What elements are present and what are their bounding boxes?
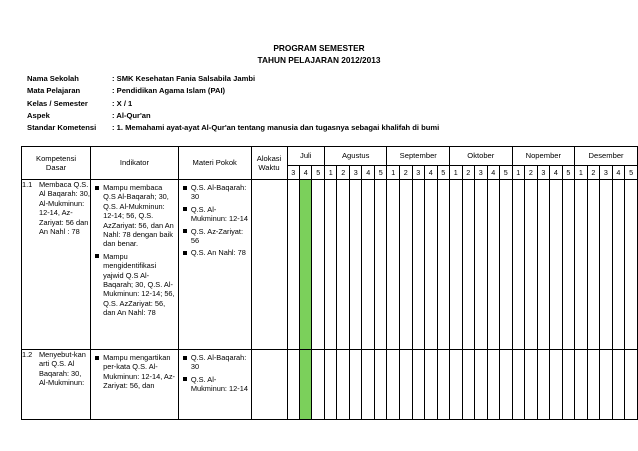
week-cell <box>425 350 438 420</box>
week-cell <box>562 180 575 350</box>
week-cell <box>512 350 525 420</box>
week-header: 1 <box>512 166 525 180</box>
month-header: Juli <box>287 147 324 166</box>
week-header: 2 <box>525 166 538 180</box>
week-header: 4 <box>300 166 312 180</box>
week-cell <box>362 350 375 420</box>
week-cell <box>399 350 412 420</box>
indikator-item: Mampu membaca Q.S Al-Baqarah; 30, Q.S. Al-Mukminun: 12-14; 56, Q.S. AzZariyat: 56, dan An Nahl: 78 dengan baik dan benar. <box>93 183 176 249</box>
info-label: Nama Sekolah <box>27 74 79 83</box>
document-subtitle: TAHUN PELAJARAN 2012/2013 <box>257 55 381 65</box>
month-header: Oktober <box>450 147 513 166</box>
week-header: 5 <box>374 166 387 180</box>
week-header: 3 <box>475 166 488 180</box>
week-cell <box>399 180 412 350</box>
materi-item: Q.S. An Nahl: 78 <box>181 248 249 257</box>
week-header: 3 <box>412 166 425 180</box>
week-cell <box>612 350 625 420</box>
week-header: 4 <box>550 166 563 180</box>
week-cell <box>600 350 613 420</box>
week-cell <box>487 180 500 350</box>
month-header: Nopember <box>512 147 575 166</box>
week-cell <box>374 180 387 350</box>
kompetensi-cell <box>22 180 91 350</box>
info-label: Mata Pelajaran <box>27 86 81 96</box>
materi-item: Q.S. Al-Mukminun: 12-14 <box>181 205 249 224</box>
indikator-item: Mampu mengidentifikasi yajwid Q.S Al-Baqarah; 30, Q.S. Al-Mukminun: 12-14; 56, Q.S. AzZariyat: 56, dan An Nahl: 78 <box>93 252 176 318</box>
semester-program-table <box>21 146 638 420</box>
materi-item: Q.S. Al-Baqarah: 30 <box>181 183 249 202</box>
kompetensi-text: Menyebut-kan arti Q.S. Al Baqarah: 30, Al-Mukminun: <box>39 350 86 388</box>
week-cell <box>625 180 638 350</box>
week-cell <box>312 180 324 350</box>
week-header: 1 <box>324 166 337 180</box>
week-cell <box>587 350 600 420</box>
week-cell <box>462 350 475 420</box>
week-cell <box>300 350 312 420</box>
week-cell <box>425 180 438 350</box>
week-cell <box>412 350 425 420</box>
week-cell <box>362 180 375 350</box>
week-header: 5 <box>437 166 450 180</box>
week-cell <box>612 180 625 350</box>
week-header: 1 <box>575 166 588 180</box>
week-cell <box>537 180 550 350</box>
week-cell <box>349 350 362 420</box>
month-header: September <box>387 147 450 166</box>
month-header: Desember <box>575 147 638 166</box>
header-alokasi-waktu: Alokasi Waktu <box>251 147 287 180</box>
week-header: 5 <box>500 166 513 180</box>
week-header: 2 <box>399 166 412 180</box>
week-cell <box>600 180 613 350</box>
week-header: 2 <box>462 166 475 180</box>
week-header: 1 <box>450 166 463 180</box>
week-cell <box>287 180 299 350</box>
week-cell <box>462 180 475 350</box>
week-header: 4 <box>487 166 500 180</box>
materi-item: Q.S. Al-Mukminun: 12-14 <box>181 375 249 394</box>
week-cell <box>550 180 563 350</box>
materi-item: Q.S. Az-Zariyat: 56 <box>181 227 249 246</box>
week-cell <box>450 180 463 350</box>
week-cell <box>287 350 299 420</box>
week-header: 3 <box>349 166 362 180</box>
week-cell <box>475 350 488 420</box>
week-header: 4 <box>362 166 375 180</box>
table-row <box>22 180 638 350</box>
info-label: Kelas / Semester <box>27 98 88 108</box>
header-kompetensi-dasar: Kompetensi Dasar <box>22 147 91 180</box>
week-header: 1 <box>387 166 400 180</box>
week-header: 3 <box>537 166 550 180</box>
info-label: Standar Kometensi <box>27 123 97 133</box>
info-value: : SMK Kesehatan Fania Salsabila Jambi <box>112 74 256 83</box>
week-cell <box>525 350 538 420</box>
week-cell <box>562 350 575 420</box>
info-value: : Al-Qur'an <box>112 110 151 120</box>
week-cell <box>437 350 450 420</box>
week-cell <box>475 180 488 350</box>
header-indikator: Indikator <box>91 147 179 180</box>
info-value: : X / 1 <box>112 98 133 108</box>
week-cell <box>374 350 387 420</box>
alokasi-cell <box>251 350 287 420</box>
week-header: 4 <box>425 166 438 180</box>
week-cell <box>324 180 337 350</box>
week-header: 5 <box>562 166 575 180</box>
week-cell <box>349 180 362 350</box>
kompetensi-number: 1.1 <box>22 180 33 189</box>
week-cell <box>387 350 400 420</box>
indikator-cell <box>91 350 179 420</box>
week-cell <box>587 180 600 350</box>
materi-cell <box>178 350 251 420</box>
info-value: : Pendidikan Agama Islam (PAI) <box>112 86 226 96</box>
materi-item: Q.S. Al-Baqarah: 30 <box>181 353 249 372</box>
kompetensi-text: Membaca Q.S. Al Baqarah: 30, Al-Mukminun: 12-14, Az-Zariyat: 56 dan An Nahl : 78 <box>39 180 90 237</box>
week-header: 2 <box>337 166 350 180</box>
header-materi-pokok: Materi Pokok <box>178 147 251 180</box>
week-header: 3 <box>600 166 613 180</box>
indikator-item: Mampu mengartikan per-kata Q.S. Al-Mukminun: 12-14, Az-Zariyat: 56, dan <box>93 353 176 391</box>
week-cell <box>387 180 400 350</box>
week-cell <box>500 350 513 420</box>
week-cell <box>437 180 450 350</box>
kompetensi-number: 1.2 <box>22 350 33 359</box>
week-cell <box>512 180 525 350</box>
week-cell <box>412 180 425 350</box>
document-title: PROGRAM SEMESTER <box>273 43 365 53</box>
week-cell <box>500 180 513 350</box>
week-cell <box>324 350 337 420</box>
kompetensi-cell <box>22 350 91 420</box>
week-header: 2 <box>587 166 600 180</box>
week-header: 5 <box>312 166 324 180</box>
month-header: Agustus <box>324 147 387 166</box>
week-header: 5 <box>625 166 638 180</box>
indikator-cell <box>91 180 179 350</box>
week-cell <box>575 350 588 420</box>
week-cell <box>537 350 550 420</box>
info-value: : 1. Memahami ayat-ayat Al-Qur'an tentang manusia dan tugasnya sebagai khalifah di bumi <box>112 123 440 133</box>
week-cell <box>337 180 350 350</box>
week-cell <box>625 350 638 420</box>
info-label: Aspek <box>27 110 50 120</box>
week-cell <box>550 350 563 420</box>
week-header: 3 <box>287 166 299 180</box>
materi-cell <box>178 180 251 350</box>
table-row <box>22 350 638 420</box>
week-cell <box>337 350 350 420</box>
alokasi-cell <box>251 180 287 350</box>
week-cell <box>450 350 463 420</box>
week-cell <box>312 350 324 420</box>
week-cell <box>575 180 588 350</box>
week-cell <box>300 180 312 350</box>
week-cell <box>525 180 538 350</box>
week-cell <box>487 350 500 420</box>
week-header: 4 <box>612 166 625 180</box>
